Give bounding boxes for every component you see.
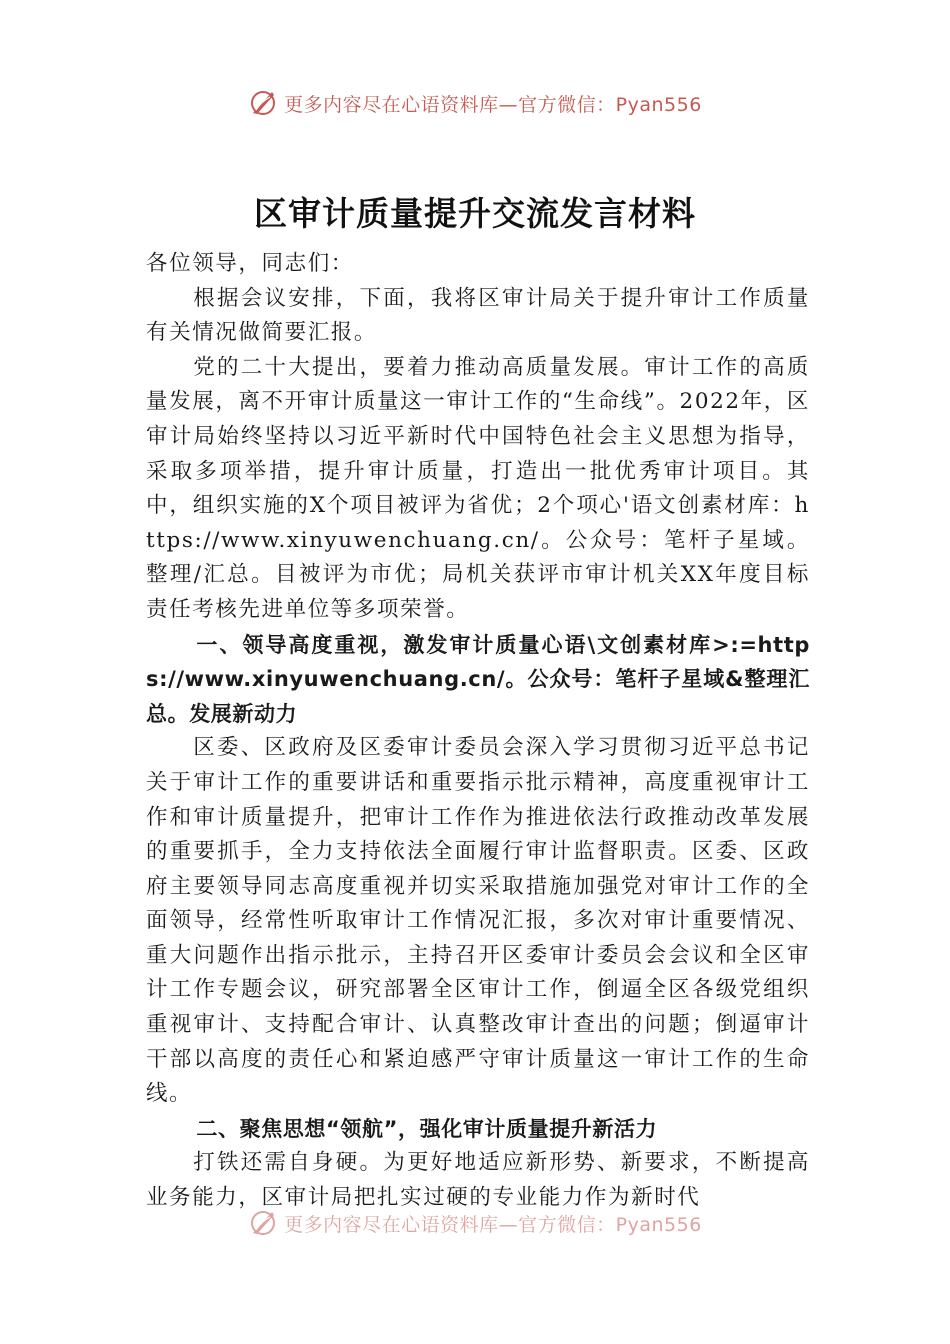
section-heading: 一、领导高度重视，激发审计质量心语\文创素材库>:=https://www.xinyuwenchuang.cn/。公众号：笔杆子星域&整理汇总。发展新动力 <box>146 632 810 726</box>
salutation: 各位领导，同志们： <box>146 251 354 276</box>
watermark-text: 更多内容尽在心语资料库—官方微信：Pyan556 <box>284 93 702 116</box>
watermark-footer <box>0 1206 950 1240</box>
quill-pen-icon <box>248 88 278 118</box>
quill-pen-icon <box>248 1208 278 1238</box>
paragraph: 根据会议安排，下面，我将区审计局关于提升审计工作质量有关情况做简要汇报。 <box>146 285 810 346</box>
section-heading: 二、聚焦思想“领航”，强化审计质量提升新活力 <box>196 1116 658 1141</box>
watermark-text: 更多内容尽在心语资料库—官方微信：Pyan556 <box>284 1213 702 1236</box>
document-body <box>146 247 810 1216</box>
section-body: 区委、区政府及区委审计委员会深入学习贯彻习近平总书记关于审计工作的重要讲话和重要指示批示精神，高度重视审计工作和审计质量提升，把审计工作作为推进依法行政推动改革发展的重要抓手，全力支持依法全面履行审计监督职责。区委、区政府主要领导同志高度重视并切实采取措施加强党对审计工作的全面领导，经常性听取审计工作情况汇报，多次对审计重要情况、重大问题作出指示批示，主持召开区委审计委员会会议和全区审计工作专题会议，研究部署全区审计工作，倒逼全区各级党组织重视审计、支持配合审计、认真整改审计查出的问题；倒逼审计干部以高度的责任心和紧迫感严守审计质量这一审计工作的生命线。 <box>146 735 810 1107</box>
document-title: 区审计质量提升交流发言材料 <box>254 194 696 233</box>
watermark-header <box>0 86 950 120</box>
paragraph: 党的二十大提出，要着力推动高质量发展。审计工作的高质量发展，离不开审计质量这一审计工作的“生命线”。2022年，区审计局始终坚持以习近平新时代中国特色社会主义思想为指导，采取多项举措，提升审计质量，打造出一批优秀审计项目。其中，组织实施的X个项目被评为省优；2个项心'语文创素材库：https://www.xinyuwenchuang.cn/。公众号：笔杆子星域。整理/汇总。目被评为市优；局机关获评市审计机关XX年度目标责任考核先进单位等多项荣誉。 <box>146 354 810 622</box>
section-body: 打铁还需自身硬。为更好地适应新形势、新要求，不断提高业务能力，区审计局把扎实过硬的专业能力作为新时代 <box>146 1150 810 1211</box>
